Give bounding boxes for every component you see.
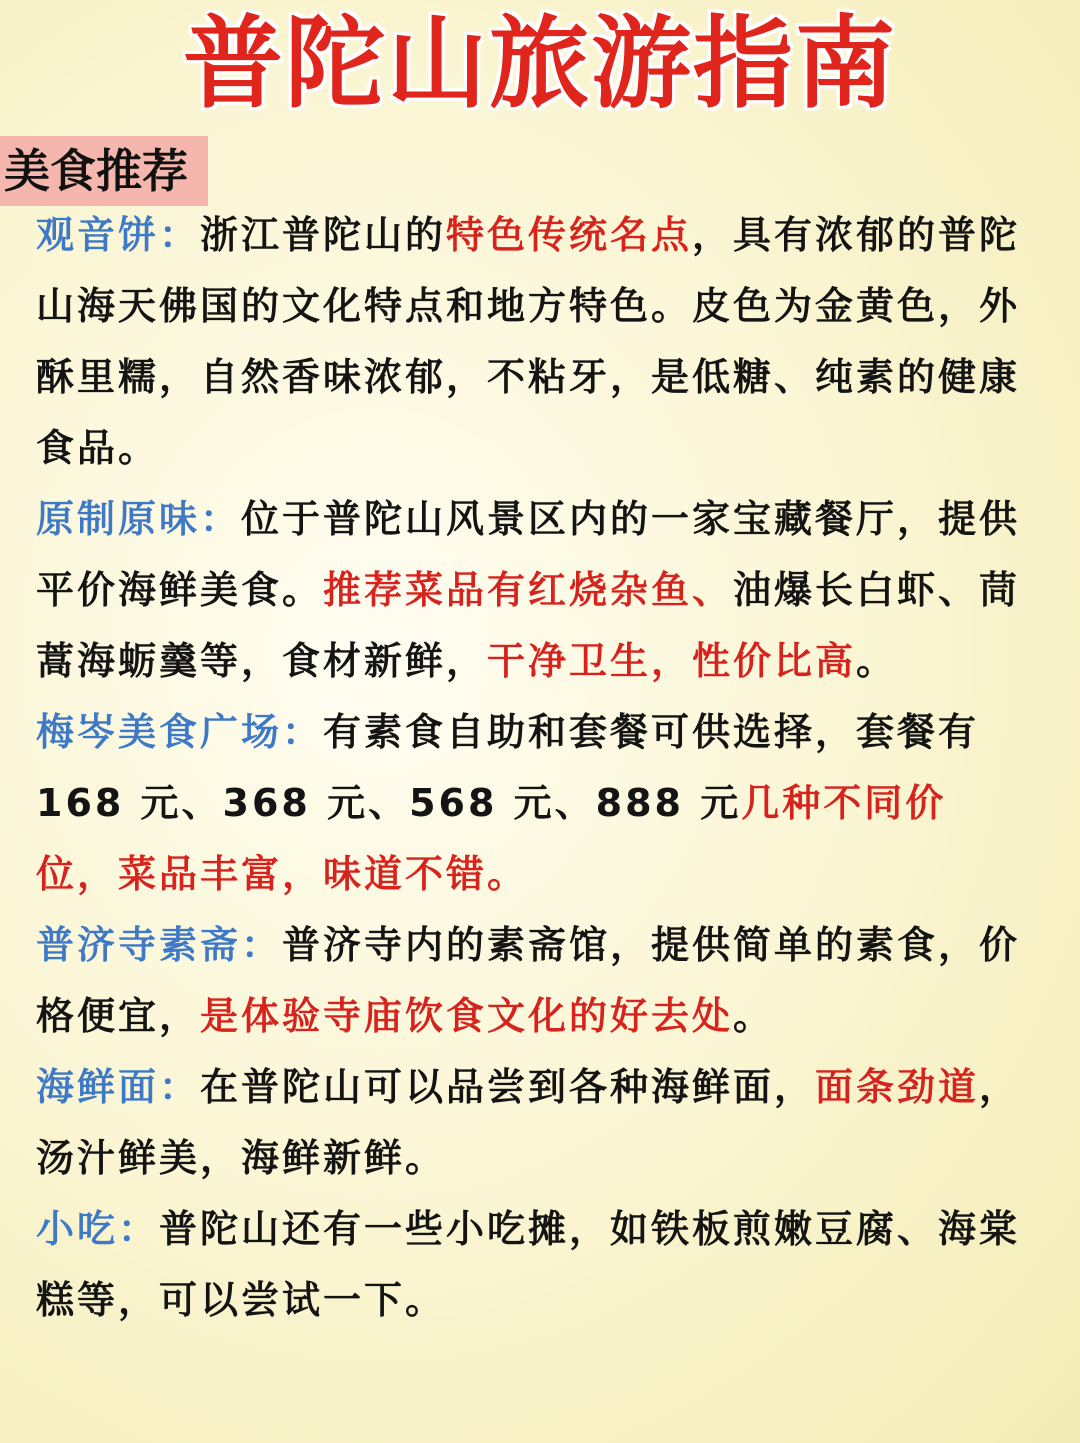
section-label: 美食推荐 bbox=[0, 136, 208, 206]
list-item bbox=[36, 1194, 1026, 1336]
item-text: 普济寺内的素斋馆，提供简单的素食，价格便宜， bbox=[36, 923, 1021, 1038]
list-item bbox=[36, 697, 1026, 910]
list-item bbox=[36, 910, 1026, 1052]
page-title: 普陀山旅游指南 bbox=[183, 5, 897, 122]
item-text: 有素食自助和套餐可供选择，套餐有 168 元、368 元、568 元、888 元 bbox=[36, 710, 980, 825]
item-text: 位于普陀山风景区内的一家宝藏餐厅，提供平价海鲜美食。 bbox=[36, 497, 1021, 612]
item-highlight: 推荐菜品有红烧杂鱼、 bbox=[323, 568, 734, 612]
list-item bbox=[36, 200, 1026, 484]
item-text: 在普陀山可以品尝到各种海鲜面， bbox=[200, 1065, 816, 1109]
item-name: 小吃： bbox=[36, 1207, 160, 1251]
item-text: 油爆长白虾、茼蒿海蛎羹等，食材新鲜， bbox=[36, 568, 1021, 683]
item-text: 浙江普陀山的 bbox=[200, 213, 447, 257]
item-name: 原制原味： bbox=[36, 497, 242, 541]
item-name: 梅岑美食广场： bbox=[36, 710, 324, 754]
item-highlight: 几种不同价位，菜品丰富，味道不错。 bbox=[36, 781, 947, 896]
item-text: 。 bbox=[733, 994, 775, 1038]
item-text: 。 bbox=[856, 639, 898, 683]
list-item bbox=[36, 1052, 1026, 1194]
item-text: 普陀山还有一些小吃摊，如铁板煎嫩豆腐、海棠糕等，可以尝试一下。 bbox=[36, 1207, 1021, 1322]
item-highlight: 干净卫生，性价比高 bbox=[487, 639, 857, 683]
item-highlight: 面条劲道 bbox=[815, 1065, 980, 1109]
list-item bbox=[36, 484, 1026, 697]
item-highlight: 是体验寺庙饮食文化的好去处 bbox=[200, 994, 734, 1038]
item-name: 普济寺素斋： bbox=[36, 923, 283, 967]
item-text: ，具有浓郁的普陀山海天佛国的文化特点和地方特色。皮色为金黄色，外酥里糯，自然香味浓郁，不粘牙，是低糖、纯素的健康食品。 bbox=[36, 213, 1021, 470]
item-text: ，汤汁鲜美，海鲜新鲜。 bbox=[36, 1065, 1021, 1180]
food-list bbox=[36, 200, 1026, 1336]
item-highlight: 特色传统名点 bbox=[446, 213, 693, 257]
item-name: 海鲜面： bbox=[36, 1065, 201, 1109]
item-name: 观音饼： bbox=[36, 213, 201, 257]
